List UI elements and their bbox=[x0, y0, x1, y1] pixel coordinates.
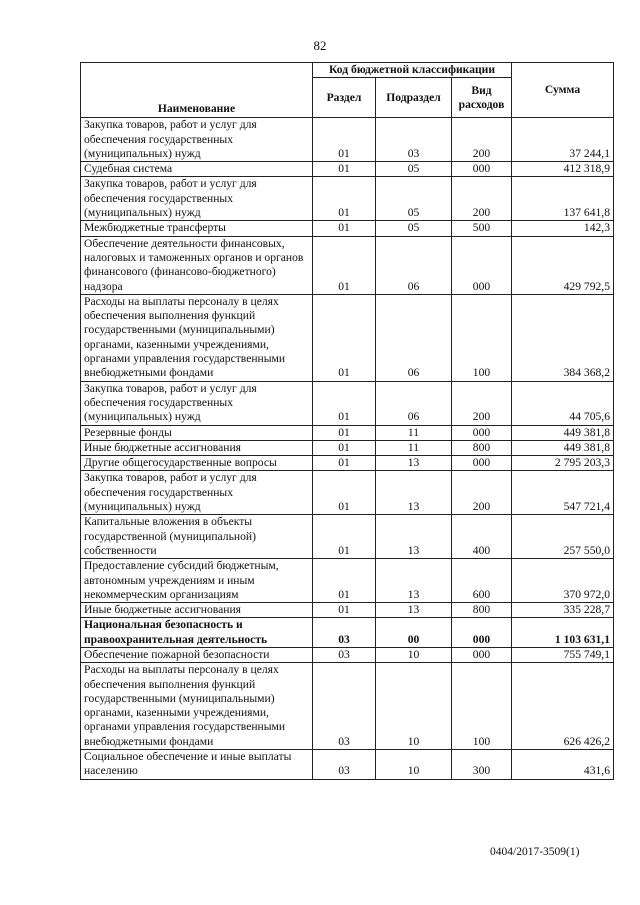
row-subsection-cell: 10 bbox=[376, 750, 452, 780]
row-name-cell: Закупка товаров, работ и услуг для обеспечения государственных (муниципальных) нужд bbox=[81, 471, 313, 515]
row-subsection-cell: 10 bbox=[376, 663, 452, 750]
row-section-cell: 03 bbox=[313, 647, 376, 662]
row-subsection-cell: 05 bbox=[376, 221, 452, 236]
row-subsection-cell: 11 bbox=[376, 425, 452, 440]
table-body bbox=[81, 118, 614, 779]
row-amount-cell: 257 550,0 bbox=[512, 515, 614, 559]
table-row bbox=[81, 515, 614, 559]
table-row bbox=[81, 381, 614, 425]
row-section-cell: 01 bbox=[313, 440, 376, 455]
row-section-cell: 01 bbox=[313, 559, 376, 603]
table-row bbox=[81, 425, 614, 440]
row-amount-cell: 335 228,7 bbox=[512, 603, 614, 618]
row-expense-type-cell: 400 bbox=[452, 515, 512, 559]
table-row bbox=[81, 663, 614, 750]
row-amount-cell: 2 795 203,3 bbox=[512, 456, 614, 471]
row-section-cell: 01 bbox=[313, 425, 376, 440]
row-section-cell: 01 bbox=[313, 118, 376, 162]
row-name-cell: Закупка товаров, работ и услуг для обеспечения государственных (муниципальных) нужд bbox=[81, 177, 313, 221]
row-expense-type-cell: 200 bbox=[452, 381, 512, 425]
budget-table bbox=[80, 62, 614, 780]
row-amount-cell: 384 368,2 bbox=[512, 294, 614, 381]
row-expense-type-cell: 000 bbox=[452, 618, 512, 648]
row-section-cell: 03 bbox=[313, 618, 376, 648]
row-amount-cell: 755 749,1 bbox=[512, 647, 614, 662]
row-section-cell: 01 bbox=[313, 456, 376, 471]
row-subsection-cell: 06 bbox=[376, 236, 452, 294]
row-name-cell: Предоставление субсидий бюджетным, автономным учреждениям и иным некоммерческим организациям bbox=[81, 559, 313, 603]
row-name-cell: Закупка товаров, работ и услуг для обеспечения государственных (муниципальных) нужд bbox=[81, 381, 313, 425]
table-row bbox=[81, 177, 614, 221]
table-row bbox=[81, 618, 614, 648]
row-name-cell: Резервные фонды bbox=[81, 425, 313, 440]
row-section-cell: 03 bbox=[313, 750, 376, 780]
header-section: Раздел bbox=[313, 78, 376, 118]
row-subsection-cell: 11 bbox=[376, 440, 452, 455]
table-row bbox=[81, 236, 614, 294]
table-row bbox=[81, 162, 614, 177]
table-row bbox=[81, 440, 614, 455]
row-subsection-cell: 06 bbox=[376, 381, 452, 425]
document-code: 0404/2017-3509(1) bbox=[490, 846, 580, 858]
row-name-cell: Судебная система bbox=[81, 162, 313, 177]
table-row bbox=[81, 750, 614, 780]
row-expense-type-cell: 000 bbox=[452, 456, 512, 471]
row-expense-type-cell: 500 bbox=[452, 221, 512, 236]
row-expense-type-cell: 300 bbox=[452, 750, 512, 780]
row-subsection-cell: 10 bbox=[376, 647, 452, 662]
row-section-cell: 01 bbox=[313, 236, 376, 294]
row-amount-cell: 431,6 bbox=[512, 750, 614, 780]
table-row bbox=[81, 647, 614, 662]
row-amount-cell: 547 721,4 bbox=[512, 471, 614, 515]
table-row bbox=[81, 471, 614, 515]
row-section-cell: 01 bbox=[313, 471, 376, 515]
row-name-cell: Другие общегосударственные вопросы bbox=[81, 456, 313, 471]
row-section-cell: 01 bbox=[313, 603, 376, 618]
table-row bbox=[81, 118, 614, 162]
row-expense-type-cell: 800 bbox=[452, 603, 512, 618]
row-amount-cell: 142,3 bbox=[512, 221, 614, 236]
row-name-cell: Обеспечение пожарной безопасности bbox=[81, 647, 313, 662]
row-expense-type-cell: 200 bbox=[452, 118, 512, 162]
row-name-cell: Капитальные вложения в объекты государственной (муниципальной) собственности bbox=[81, 515, 313, 559]
header-amount: Сумма bbox=[512, 63, 614, 118]
row-name-cell: Закупка товаров, работ и услуг для обеспечения государственных (муниципальных) нужд bbox=[81, 118, 313, 162]
row-subsection-cell: 13 bbox=[376, 471, 452, 515]
row-name-cell: Обеспечение деятельности финансовых, налоговых и таможенных органов и органов финансового (финансово-бюджетного) надзора bbox=[81, 236, 313, 294]
row-section-cell: 01 bbox=[313, 177, 376, 221]
row-name-cell: Межбюджетные трансферты bbox=[81, 221, 313, 236]
row-subsection-cell: 06 bbox=[376, 294, 452, 381]
row-amount-cell: 449 381,8 bbox=[512, 425, 614, 440]
row-amount-cell: 429 792,5 bbox=[512, 236, 614, 294]
header-name: Наименование bbox=[81, 63, 313, 118]
row-subsection-cell: 05 bbox=[376, 177, 452, 221]
row-name-cell: Иные бюджетные ассигнования bbox=[81, 440, 313, 455]
row-subsection-cell: 00 bbox=[376, 618, 452, 648]
row-section-cell: 03 bbox=[313, 663, 376, 750]
row-section-cell: 01 bbox=[313, 221, 376, 236]
table-row bbox=[81, 559, 614, 603]
row-amount-cell: 370 972,0 bbox=[512, 559, 614, 603]
header-subsection: Подраздел bbox=[376, 78, 452, 118]
row-subsection-cell: 13 bbox=[376, 603, 452, 618]
table-row bbox=[81, 294, 614, 381]
row-subsection-cell: 13 bbox=[376, 456, 452, 471]
row-name-cell: Социальное обеспечение и иные выплаты населению bbox=[81, 750, 313, 780]
row-expense-type-cell: 100 bbox=[452, 294, 512, 381]
row-section-cell: 01 bbox=[313, 162, 376, 177]
row-amount-cell: 44 705,6 bbox=[512, 381, 614, 425]
row-subsection-cell: 05 bbox=[376, 162, 452, 177]
table-row bbox=[81, 221, 614, 236]
row-expense-type-cell: 100 bbox=[452, 663, 512, 750]
table-row bbox=[81, 456, 614, 471]
table-row bbox=[81, 603, 614, 618]
header-classification-code: Код бюджетной классификации bbox=[313, 63, 512, 78]
row-expense-type-cell: 000 bbox=[452, 162, 512, 177]
header-row-top bbox=[81, 63, 614, 78]
row-subsection-cell: 13 bbox=[376, 515, 452, 559]
row-expense-type-cell: 000 bbox=[452, 647, 512, 662]
row-amount-cell: 1 103 631,1 bbox=[512, 618, 614, 648]
row-section-cell: 01 bbox=[313, 515, 376, 559]
row-amount-cell: 626 426,2 bbox=[512, 663, 614, 750]
row-expense-type-cell: 200 bbox=[452, 177, 512, 221]
row-amount-cell: 137 641,8 bbox=[512, 177, 614, 221]
row-expense-type-cell: 200 bbox=[452, 471, 512, 515]
header-expense-type: Вид расходов bbox=[452, 78, 512, 118]
row-amount-cell: 412 318,9 bbox=[512, 162, 614, 177]
row-section-cell: 01 bbox=[313, 381, 376, 425]
row-name-cell: Расходы на выплаты персоналу в целях обеспечения выполнения функций государственными (муниципальными) органами, казенными учреждениями, органами управления государственными внебюджетными фондами bbox=[81, 663, 313, 750]
row-name-cell: Национальная безопасность и правоохранительная деятельность bbox=[81, 618, 313, 648]
row-amount-cell: 449 381,8 bbox=[512, 440, 614, 455]
row-expense-type-cell: 800 bbox=[452, 440, 512, 455]
row-section-cell: 01 bbox=[313, 294, 376, 381]
row-subsection-cell: 13 bbox=[376, 559, 452, 603]
row-name-cell: Иные бюджетные ассигнования bbox=[81, 603, 313, 618]
row-amount-cell: 37 244,1 bbox=[512, 118, 614, 162]
row-name-cell: Расходы на выплаты персоналу в целях обеспечения выполнения функций государственными (муниципальными) органами, казенными учреждениями, органами управления государственными внебюджетными фондами bbox=[81, 294, 313, 381]
row-subsection-cell: 03 bbox=[376, 118, 452, 162]
row-expense-type-cell: 000 bbox=[452, 236, 512, 294]
row-expense-type-cell: 600 bbox=[452, 559, 512, 603]
page-number: 82 bbox=[313, 38, 327, 53]
row-expense-type-cell: 000 bbox=[452, 425, 512, 440]
